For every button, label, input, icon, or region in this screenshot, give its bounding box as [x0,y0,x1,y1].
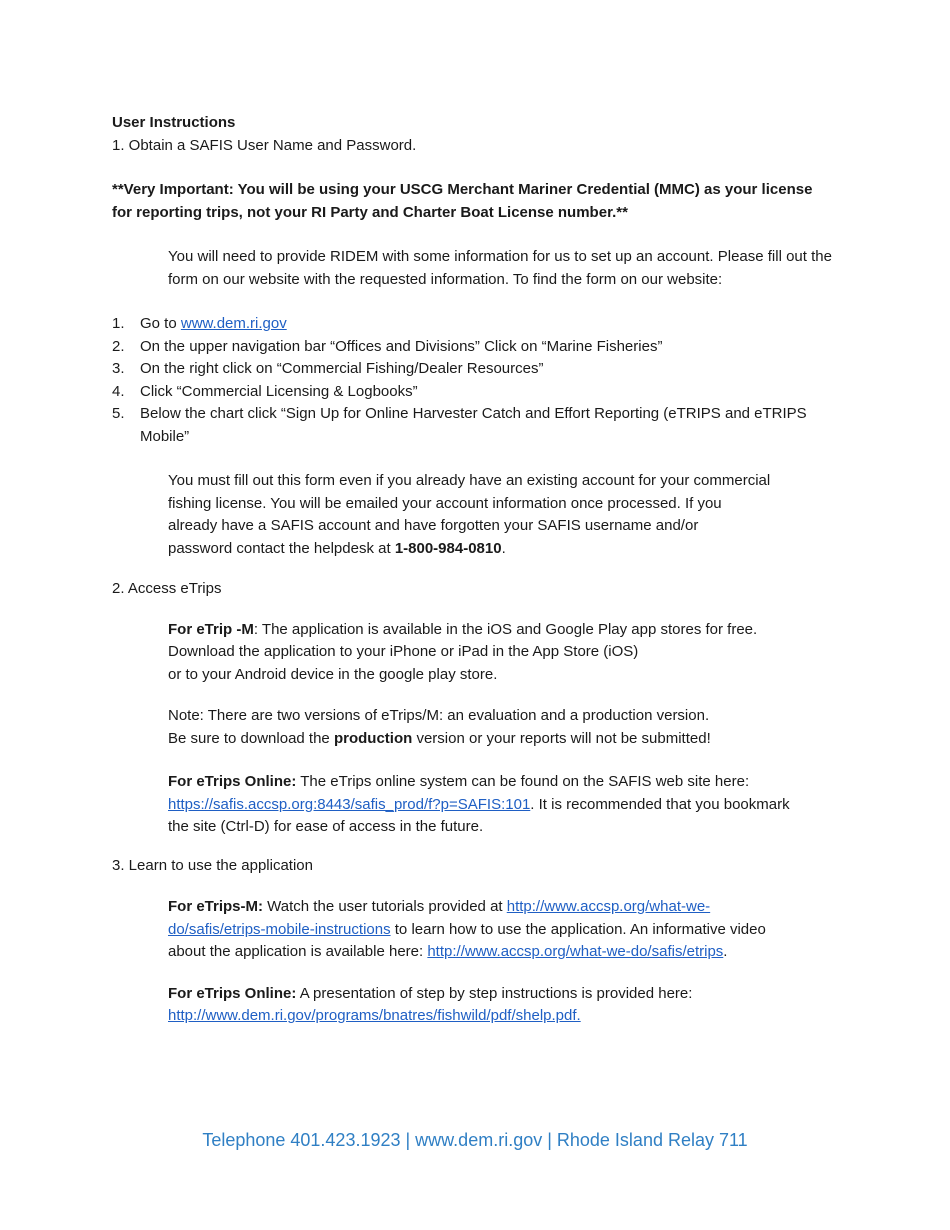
learn-online-line [168,1005,832,1028]
note-text: Be sure to download the [168,729,334,747]
production-emphasis: production [333,729,413,747]
section-heading: User Instructions [112,114,236,131]
fill-out-text: . [501,539,506,557]
list-text: Go to [140,315,181,332]
list-number: 2. [112,337,125,355]
fill-out-line: fishing license. You will be emailed your account information once processed. If you [168,494,722,512]
learn-m-label: For eTrips-M: [168,898,264,915]
helpdesk-phone: 1-800-984-0810 [394,539,502,557]
accsp-etrips-link[interactable]: http://www.accsp.org/what-we-do/safis/etrips [427,943,724,960]
learn-m-line [168,941,832,964]
page-footer: Telephone 401.423.1923 | www.dem.ri.gov | Rhode Island Relay 711 [202,1130,748,1150]
etrip-m-line: or to your Android device in the google play store. [168,665,498,683]
fill-out-text: password contact the helpdesk at [168,539,395,557]
fill-out-line: already have a SAFIS account and have forgotten your SAFIS username and/or [168,517,699,534]
etrip-m-paragraph [168,619,832,687]
intro-paragraph: You will need to provide RIDEM with some information for us to set up an account. Please fill out the form on our website with the requested information. To find the form on our website: [168,248,832,288]
learn-online-label: For eTrips Online: [168,984,297,1002]
etrips-online-line [168,771,832,794]
fill-out-line [168,538,832,561]
list-text: Below the chart click “Sign Up for Online Harvester Catch and Effort Reporting (eTRIPS and eTRIPS Mobile” [140,405,807,445]
section-3-heading: 3. Learn to use the application [112,856,313,874]
list-item [112,381,832,404]
note-line: Note: There are two versions of eTrips/M: an evaluation and a production version. [168,707,710,724]
list-number: 5. [112,405,125,422]
shelp-pdf-link[interactable]: http://www.dem.ri.gov/programs/bnatres/fishwild/pdf/shelp.pdf. [168,1007,581,1024]
etrips-online-text: . It is recommended that you bookmark [530,795,790,813]
list-text: On the upper navigation bar “Offices and Divisions” Click on “Marine Fisheries” [140,337,663,355]
section-2-heading: 2. Access eTrips [112,580,222,597]
learn-m-text: to learn how to use the application. An informative video [390,920,766,938]
etrips-online-line: the site (Ctrl-D) for ease of access in the future. [168,818,484,835]
note-paragraph [168,705,832,750]
learn-m-line [168,919,832,942]
safis-link[interactable]: https://safis.accsp.org:8443/safis_prod/f?p=SAFIS:101 [168,795,531,813]
dem-website-link[interactable]: www.dem.ri.gov [180,315,287,332]
etrip-m-line: Download the application to your iPhone or iPad in the App Store (iOS) [168,643,639,660]
etrips-online-text: The eTrips online system can be found on the SAFIS web site here: [296,773,750,790]
step-1-text: 1. Obtain a SAFIS User Name and Password. [112,136,417,154]
learn-online-text: A presentation of step by step instructions is provided here: [296,984,693,1002]
accsp-tutorials-link-cont[interactable]: do/safis/etrips-mobile-instructions [168,920,391,938]
etrip-m-text: : The application is available in the iOS and Google Play app stores for free. [253,620,758,638]
learn-m-text: Watch the user tutorials provided at [263,898,507,915]
important-notice: **Very Important: You will be using your USCG Merchant Mariner Credential (MMC) as your license for reporting trips, not your RI Party and Charter Boat License number.** [112,181,813,221]
list-number: 1. [112,315,125,332]
note-text: version or your reports will not be submitted! [412,729,711,747]
learn-m-text: about the application is available here: [168,943,428,960]
learn-online-paragraph [168,983,832,1028]
note-line [168,728,832,751]
list-item [112,403,832,448]
etrip-m-label: For eTrip -M [168,620,254,638]
etrips-online-label: For eTrips Online: [168,773,297,790]
fill-out-paragraph [168,470,832,560]
etrip-m-line [168,619,832,642]
list-item [112,358,832,381]
list-text: Click “Commercial Licensing & Logbooks” [140,382,418,400]
fill-out-line: You must fill out this form even if you already have an existing account for your commercial [168,472,771,489]
etrips-online-paragraph [168,771,832,839]
etrips-online-line [168,794,832,817]
learn-online-line [168,983,832,1006]
list-number: 3. [112,360,125,377]
accsp-tutorials-link[interactable]: http://www.accsp.org/what-we- [506,898,711,915]
instruction-list [112,313,832,448]
learn-m-text: . [723,943,728,960]
list-text: On the right click on “Commercial Fishing/Dealer Resources” [140,360,544,377]
list-item [112,336,832,359]
list-item [112,313,832,336]
learn-m-line [168,896,832,919]
list-number: 4. [112,382,125,400]
document-body [112,112,832,1028]
learn-m-paragraph [168,896,832,964]
